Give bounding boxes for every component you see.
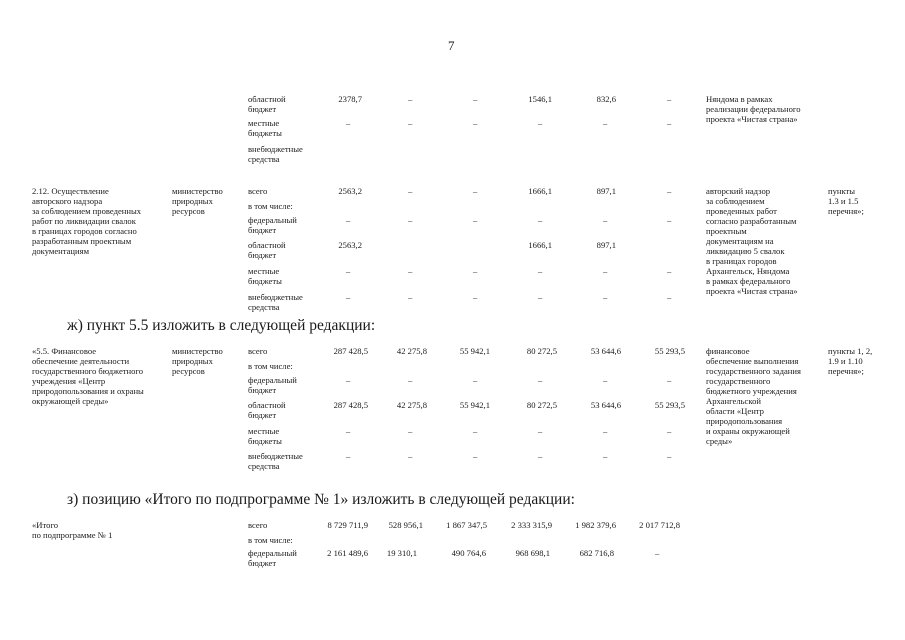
block3-row-local-y1: – [408,426,413,436]
block4-row-total-y1: 528 956,1 [388,520,423,530]
block3-row-total-y1: 42 275,8 [396,346,427,356]
block2-row-local-y1: – [408,266,413,276]
block2-row-extra-y3: – [538,292,543,302]
block3-row-extra-y1: – [408,451,413,461]
block1-row-regional-y3: 1546,1 [528,94,552,104]
block2-row-total-type: всего [248,186,268,196]
block3-row-local-y3: – [538,426,543,436]
block1-row-local-y3: – [538,118,543,128]
block3-row-extra-type: внебюджетные средства [248,451,303,471]
block3-ref: пункты 1, 2, 1.9 и 1.10 перечня»; [828,346,873,376]
block3-row-federal-y2: – [473,375,478,385]
block3-row-federal-total: – [346,375,351,385]
block3-row-total-total: 287 428,5 [333,346,368,356]
block3-row-regional-y5: 55 293,5 [654,400,685,410]
block2-row-incl-type: в том числе: [248,201,293,211]
block2-ref: пункты 1.3 и 1.5 перечня»; [828,186,864,216]
block4-name: «Итого по подпрограмме № 1 [32,520,113,540]
block3-row-total-type: всего [248,346,268,356]
block2-row-regional-type: областной бюджет [248,240,286,260]
block3-executor: министерство природных ресурсов [172,346,223,376]
block1-row-local-y5: – [667,118,672,128]
block1-row-local-y1: – [408,118,413,128]
block3-row-extra-total: – [346,451,351,461]
block3-result: финансовое обеспечение выполнения государственного задания государственного бюджетного учреждения Архангельской области «Центр природопользования и охраны окружающей среды» [706,346,801,446]
block2-row-federal-y3: – [538,215,543,225]
block1-row-local-total: – [346,118,351,128]
block3-row-total-y4: 53 644,6 [590,346,621,356]
block1-row-regional-type: областной бюджет [248,94,286,114]
block3-row-extra-y2: – [473,451,478,461]
block1-row-local-y2: – [473,118,478,128]
block3-row-federal-y1: – [408,375,413,385]
block1-row-regional-y4: 832,6 [596,94,616,104]
block2-row-extra-y5: – [667,292,672,302]
block2-row-total-y2: – [473,186,478,196]
block3-row-local-total: – [346,426,351,436]
block4-row-federal-y1: 19 310,1 [386,548,417,558]
block3-row-extra-y3: – [538,451,543,461]
block3-row-federal-type: федеральный бюджет [248,375,297,395]
block2-result: авторский надзор за соблюдением проведенных работ согласно разработанным проектным документациям на ликвидацию 5 свалок в границах городов Архангельск, Няндома в рамках федерального проекта «Чистая страна» [706,186,798,296]
block1-row-regional-y1: – [408,94,413,104]
block4-row-total-y2: 1 867 347,5 [446,520,487,530]
block3-row-regional-y1: 42 275,8 [396,400,427,410]
block3-name: «5.5. Финансовое обеспечение деятельности государственного бюджетного учреждения «Центр природопользования и охраны окружающей среды» [32,346,144,406]
block1-row-regional-total: 2378,7 [338,94,362,104]
block2-row-extra-type: внебюджетные средства [248,292,303,312]
block4-row-total-y3: 2 333 315,9 [511,520,552,530]
block3-row-federal-y4: – [603,375,608,385]
block3-row-extra-y4: – [603,451,608,461]
block1-row-regional-y2: – [473,94,478,104]
block3-row-extra-y5: – [667,451,672,461]
block2-row-total-y3: 1666,1 [528,186,552,196]
block2-row-extra-y1: – [408,292,413,302]
block2-row-federal-y1: – [408,215,413,225]
block2-row-regional-y3: 1666,1 [528,240,552,250]
block4-row-federal-y4: 682 716,8 [579,548,614,558]
block3-row-regional-total: 287 428,5 [333,400,368,410]
block3-row-local-y4: – [603,426,608,436]
block2-row-total-y4: 897,1 [596,186,616,196]
block1-row-local-type: местные бюджеты [248,118,282,138]
block2-row-local-y3: – [538,266,543,276]
block4-row-federal-total: 2 161 489,6 [327,548,368,558]
block3-row-regional-y4: 53 644,6 [590,400,621,410]
block3-row-federal-y5: – [667,375,672,385]
block3-row-regional-y2: 55 942,1 [459,400,490,410]
block2-row-local-type: местные бюджеты [248,266,282,286]
block2-row-federal-y2: – [473,215,478,225]
block2-row-regional-y4: 897,1 [596,240,616,250]
block2-row-local-y2: – [473,266,478,276]
block2-row-regional-total: 2563,2 [338,240,362,250]
heading-item-zh: ж) пункт 5.5 изложить в следующей редакции: [67,317,376,334]
block3-row-regional-type: областной бюджет [248,400,286,420]
block4-row-total-y5: 2 017 712,8 [639,520,680,530]
page-number: 7 [448,38,455,53]
block4-row-total-y4: 1 982 379,6 [575,520,616,530]
block2-executor: министерство природных ресурсов [172,186,223,216]
block2-row-local-y5: – [667,266,672,276]
block3-row-local-y2: – [473,426,478,436]
block3-row-local-type: местные бюджеты [248,426,282,446]
block2-row-local-total: – [346,266,351,276]
block2-row-extra-y4: – [603,292,608,302]
block3-row-total-y3: 80 272,5 [526,346,557,356]
heading-item-z: з) позицию «Итого по подпрограмме № 1» изложить в следующей редакции: [67,491,575,508]
block3-row-total-y5: 55 293,5 [654,346,685,356]
block1-result: Няндома в рамках реализации федерального проекта «Чистая страна» [706,94,801,124]
block4-row-federal-type: федеральный бюджет [248,548,297,568]
block2-row-federal-total: – [346,215,351,225]
block4-row-federal-y5: – [655,548,660,558]
block4-row-total-total: 8 729 711,9 [327,520,368,530]
block3-row-total-y2: 55 942,1 [459,346,490,356]
block2-row-extra-total: – [346,292,351,302]
block2-row-total-total: 2563,2 [338,186,362,196]
block2-row-total-y5: – [667,186,672,196]
block4-row-federal-y2: 490 764,6 [451,548,486,558]
block3-row-local-y5: – [667,426,672,436]
block4-row-incl-type: в том числе: [248,535,293,545]
block3-row-federal-y3: – [538,375,543,385]
block1-row-extra-type: внебюджетные средства [248,144,303,164]
block1-row-local-y4: – [603,118,608,128]
block4-row-federal-y3: 968 698,1 [515,548,550,558]
block2-row-federal-y5: – [667,215,672,225]
block2-name: 2.12. Осуществление авторского надзора за соблюдением проведенных работ по ликвидации свалок в границах городов согласно разработанным проектным документациям [32,186,142,256]
block2-row-federal-y4: – [603,215,608,225]
block4-row-total-type: всего [248,520,268,530]
block3-row-regional-y3: 80 272,5 [526,400,557,410]
block1-row-regional-y5: – [667,94,672,104]
block2-row-federal-type: федеральный бюджет [248,215,297,235]
block2-row-extra-y2: – [473,292,478,302]
block2-row-total-y1: – [408,186,413,196]
block3-row-incl-type: в том числе: [248,361,293,371]
block2-row-local-y4: – [603,266,608,276]
